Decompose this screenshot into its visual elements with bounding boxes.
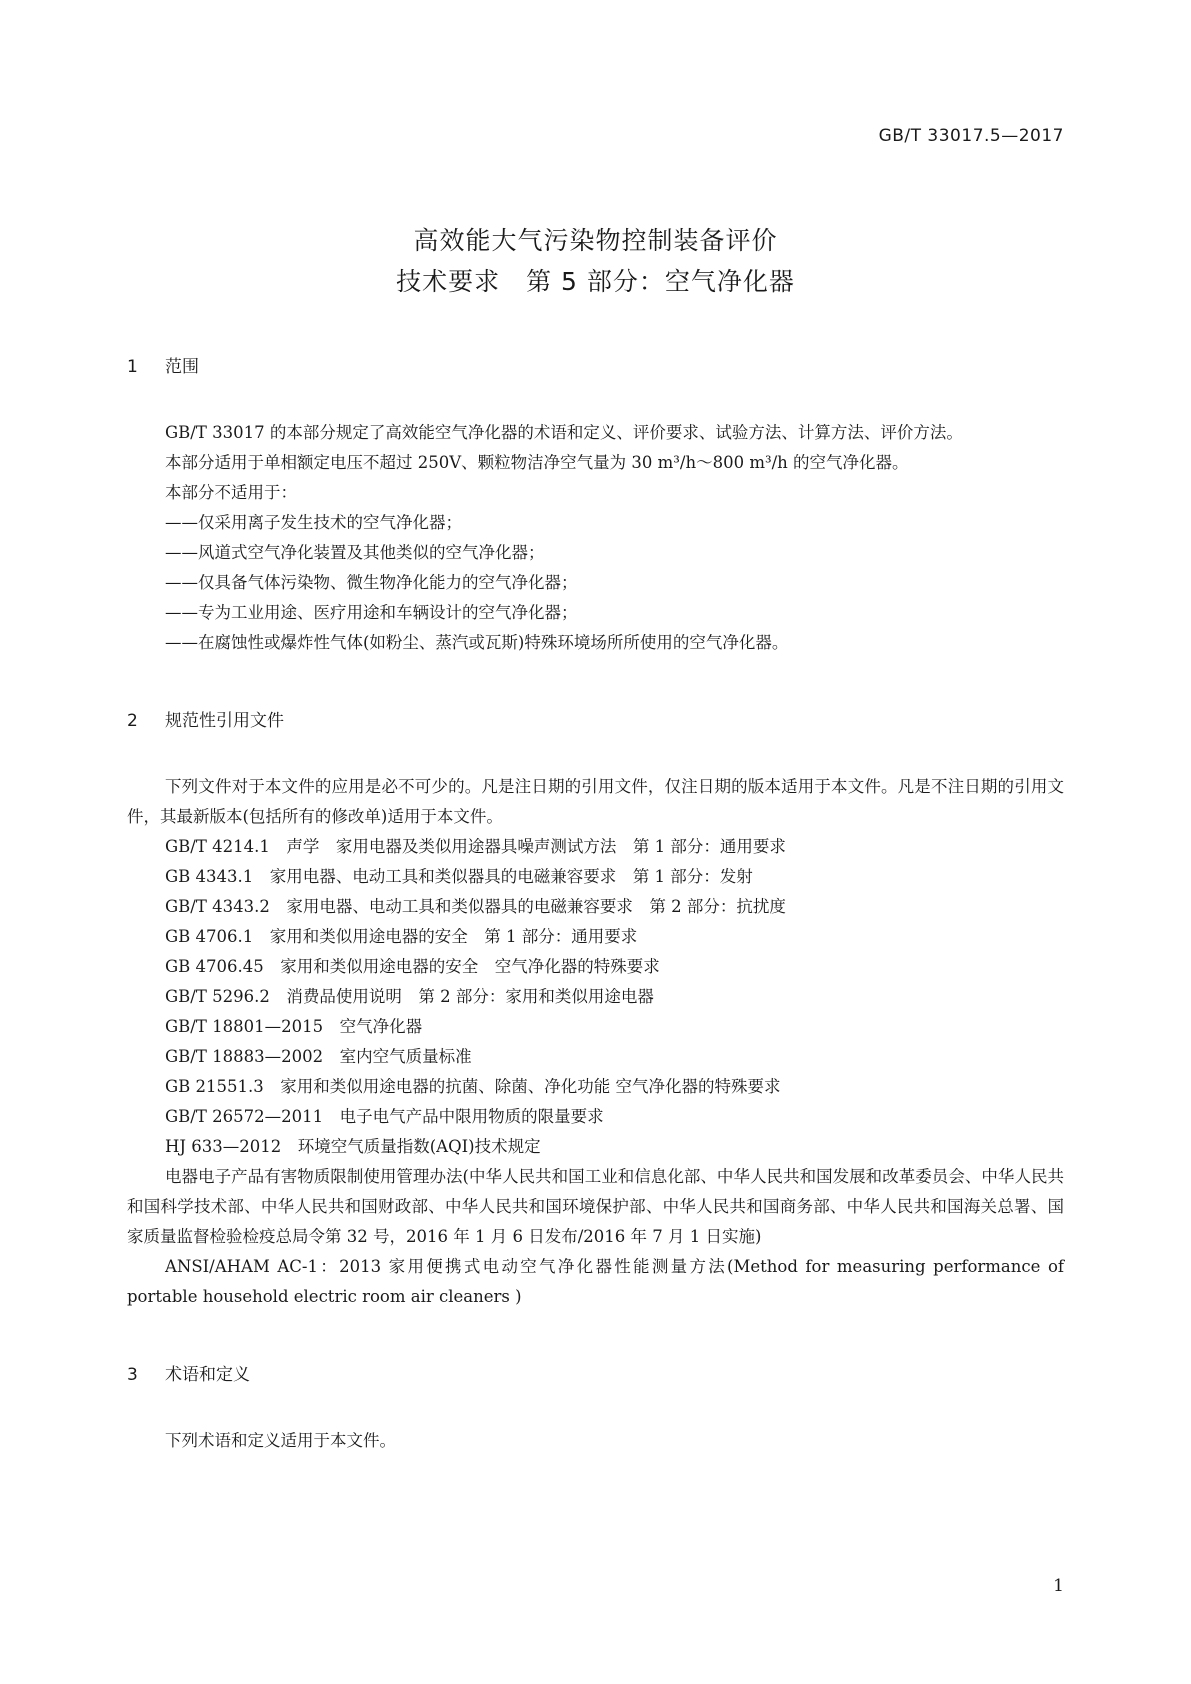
title-line-1: 高效能大气污染物控制装备评价	[413, 226, 778, 255]
exclusion-item: ——在腐蚀性或爆炸性气体(如粉尘、蒸汽或瓦斯)特殊环境场所所使用的空气净化器。	[165, 633, 789, 652]
measures-reference: 电器电子产品有害物质限制使用管理办法(中华人民共和国工业和信息化部、中华人民共和国发展和改革委员会、中华人民共和国科学技术部、中华人民共和国财政部、中华人民共和国环境保护部、中华人民共和国商务部、中华人民共和国海关总署、国家质量监督检验检疫总局令第 32 号，2016 年 1 月 6 日发布/2016 年 7 月 1 日实施)	[127, 1167, 1064, 1246]
references-intro: 下列文件对于本文件的应用是必不可少的。凡是注日期的引用文件，仅注日期的版本适用于本文件。凡是不注日期的引用文件，其最新版本(包括所有的修改单)适用于本文件。	[127, 777, 1064, 826]
section-3-title: 术语和定义	[165, 1365, 250, 1385]
document-title	[0, 220, 1191, 302]
section-1-heading	[127, 352, 1064, 382]
reference-item: GB/T 18883—2002 室内空气质量标准	[165, 1047, 472, 1066]
section-2-heading	[127, 706, 1064, 736]
scope-paragraph: GB/T 33017 的本部分规定了高效能空气净化器的术语和定义、评价要求、试验方法、计算方法、评价方法。	[165, 423, 963, 442]
reference-item: GB/T 4343.2 家用电器、电动工具和类似器具的电磁兼容要求 第 2 部分：抗扰度	[165, 897, 786, 916]
reference-item: GB 21551.3 家用和类似用途电器的抗菌、除菌、净化功能 空气净化器的特殊要求	[165, 1077, 781, 1096]
exclusion-item: ——风道式空气净化装置及其他类似的空气净化器；	[165, 543, 545, 562]
exclusion-item: ——仅具备气体污染物、微生物净化能力的空气净化器；	[165, 573, 578, 592]
page-number: 1	[1053, 1576, 1064, 1596]
reference-item: GB 4706.45 家用和类似用途电器的安全 空气净化器的特殊要求	[165, 957, 660, 976]
section-2-number: 2	[127, 711, 138, 731]
not-applicable-intro: 本部分不适用于：	[165, 483, 297, 502]
exclusion-item: ——仅采用离子发生技术的空气净化器；	[165, 513, 462, 532]
title-line-2: 技术要求 第 5 部分：空气净化器	[396, 267, 795, 296]
standard-number: GB/T 33017.5—2017	[878, 126, 1064, 146]
document-body	[127, 352, 1064, 1456]
exclusion-item: ——专为工业用途、医疗用途和车辆设计的空气净化器；	[165, 603, 578, 622]
section-2-title: 规范性引用文件	[165, 711, 284, 731]
section-1-number: 1	[127, 357, 138, 377]
reference-item: GB 4343.1 家用电器、电动工具和类似器具的电磁兼容要求 第 1 部分：发射	[165, 867, 753, 886]
section-3-heading	[127, 1360, 1064, 1390]
reference-item: GB/T 18801—2015 空气净化器	[165, 1017, 423, 1036]
applicability-paragraph: 本部分适用于单相额定电压不超过 250V、颗粒物洁净空气量为 30 m³/h～800 m³/h 的空气净化器。	[165, 453, 909, 472]
terms-intro: 下列术语和定义适用于本文件。	[165, 1431, 396, 1450]
reference-item: HJ 633—2012 环境空气质量指数(AQI)技术规定	[165, 1137, 541, 1156]
reference-item: GB/T 26572—2011 电子电气产品中限用物质的限量要求	[165, 1107, 604, 1126]
section-3-number: 3	[127, 1365, 138, 1385]
reference-item: GB 4706.1 家用和类似用途电器的安全 第 1 部分：通用要求	[165, 927, 638, 946]
section-1-title: 范围	[165, 357, 199, 377]
reference-item: GB/T 4214.1 声学 家用电器及类似用途器具噪声测试方法 第 1 部分：通用要求	[165, 837, 786, 856]
ansi-reference: ANSI/AHAM AC-1：2013 家用便携式电动空气净化器性能测量方法(Method for measuring performance of portable household electric room air cleaners )	[127, 1257, 1064, 1306]
reference-item: GB/T 5296.2 消费品使用说明 第 2 部分：家用和类似用途电器	[165, 987, 654, 1006]
